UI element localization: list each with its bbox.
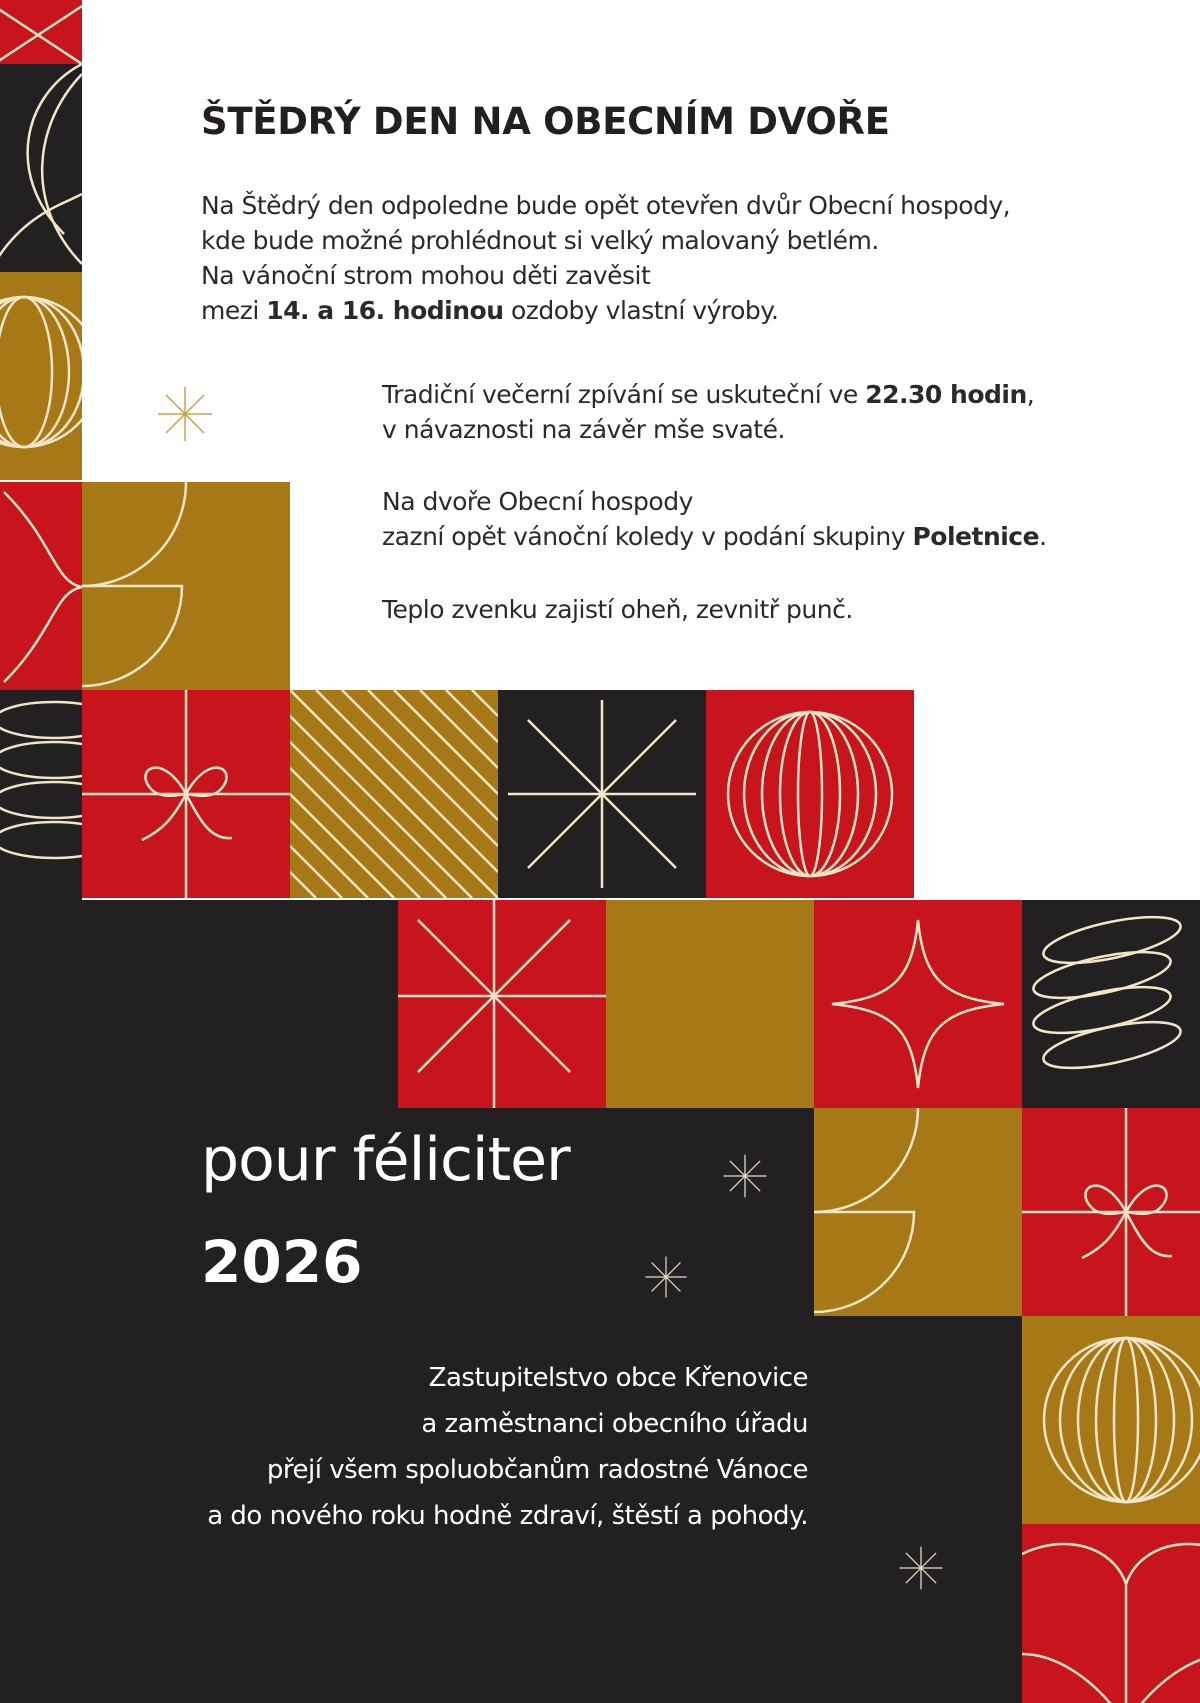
tile-right-bauble <box>1022 1316 1200 1524</box>
greeting-line: a zaměstnanci obecního úřadu <box>421 1409 808 1439</box>
time-range: 14. a 16. hodinou <box>266 296 504 325</box>
greeting-title: pour féliciter <box>201 1125 570 1195</box>
tile-left-red-2 <box>0 482 82 690</box>
intro-line: kde bude možné prohlédnout si velký malovaný betlém. <box>201 226 879 255</box>
singing-time: 22.30 hodin <box>865 380 1027 409</box>
greeting-line: Zastupitelstvo obce Křenovice <box>428 1363 808 1393</box>
greeting-line: a do nového roku hodně zdraví, štěstí a pohody. <box>207 1501 808 1531</box>
tile-left-spiral <box>0 690 82 898</box>
text-span: mezi <box>201 296 267 325</box>
tile-gift-bow <box>82 690 290 898</box>
greeting-message <box>207 1355 808 1539</box>
tile-gold-plain <box>606 900 814 1108</box>
tile-star-lines <box>398 900 606 1108</box>
text-span: ozdoby vlastní výroby. <box>503 296 779 325</box>
tile-half-circles <box>82 482 290 690</box>
tile-snowflake <box>498 690 706 898</box>
sparkle-icon <box>644 1255 688 1299</box>
tile-right-spiral <box>1022 900 1200 1108</box>
tile-left-ornament <box>0 272 82 480</box>
singing-line: v návaznosti na závěr mše svaté. <box>382 415 785 444</box>
text-span: Tradiční večerní zpívání se uskuteční ve <box>382 380 866 409</box>
text-span: , <box>1026 380 1035 409</box>
warmth-paragraph: Teplo zvenku zajistí oheň, zevnitř punč. <box>382 595 853 624</box>
singing-paragraph <box>382 377 1034 447</box>
sparkle-icon <box>898 1545 944 1591</box>
singing-line <box>382 377 1034 412</box>
tile-left-top <box>0 0 82 64</box>
greeting-year: 2026 <box>201 1228 363 1296</box>
carols-line <box>382 519 1047 554</box>
intro-line <box>201 293 1010 328</box>
sparkle-icon <box>722 1153 768 1199</box>
tile-left-leaves <box>0 64 82 272</box>
text-span: . <box>1039 522 1047 551</box>
carols-line: Na dvoře Obecní hospody <box>382 487 693 516</box>
tile-bauble <box>706 690 914 898</box>
text-span: zazní opět vánoční koledy v podání skupiny <box>382 522 913 551</box>
page-title: ŠTĚDRÝ DEN NA OBECNÍM DVOŘE <box>201 100 890 143</box>
band-name: Poletnice <box>912 522 1040 551</box>
tile-right-half-circles <box>814 1108 1022 1316</box>
greeting-line: přejí všem spoluobčanům radostné Vánoce <box>266 1455 808 1485</box>
intro-paragraph <box>201 188 1010 328</box>
tile-right-gift-bow <box>1022 1108 1200 1316</box>
intro-line: Na Štědrý den odpoledne bude opět otevřen dvůr Obecní hospody, <box>201 191 1011 220</box>
intro-line: Na vánoční strom mohou děti zavěsit <box>201 261 651 290</box>
tile-stripes <box>290 690 498 898</box>
tile-four-point-star <box>814 900 1022 1108</box>
tile-right-leaves <box>1022 1524 1200 1703</box>
carols-paragraph <box>382 484 1047 554</box>
sparkle-icon <box>156 385 214 443</box>
